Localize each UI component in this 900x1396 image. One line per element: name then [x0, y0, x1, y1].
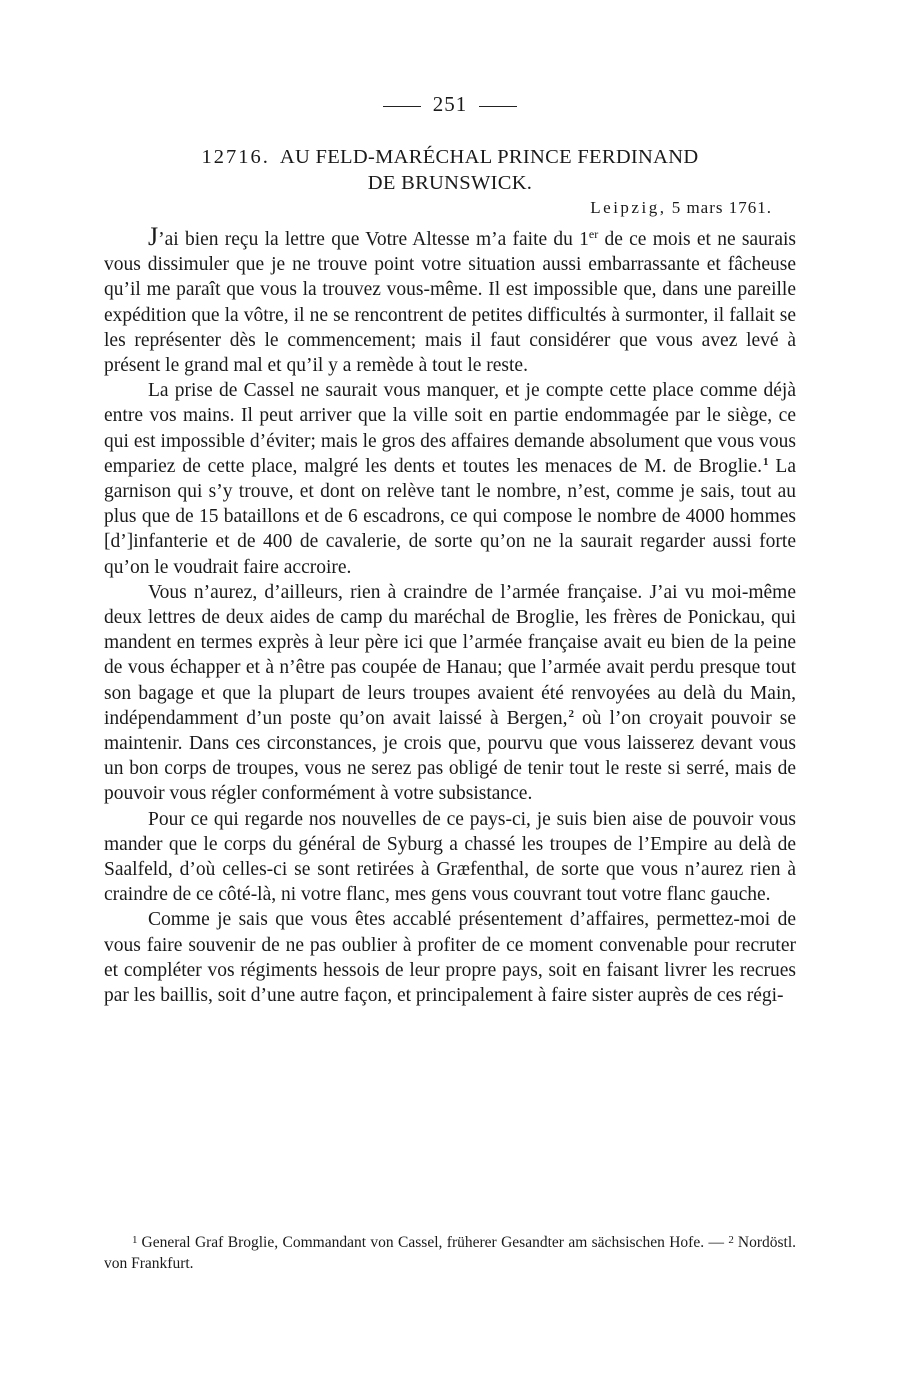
- footnote-1-text: General Graf Broglie, Commandant von Cassel, früherer Gesandter am sächsischen Hofe. —: [141, 1234, 724, 1251]
- footnote-mark-2: 2: [728, 1234, 734, 1246]
- paragraph-text: La garnison qui s’y trouve, et dont on relève tant le nombre, n’est, comme je sais, tout au plus que de 15 bataillons et de 6 escadrons, ce qui compose le nombre de 4000 hommes [d’]infanterie et de 400 de cavalerie, de sorte qu’on ne la saurait regarder aussi forte qu’on le voudrait faire accroire.: [104, 455, 796, 578]
- paragraph-4: [104, 807, 796, 908]
- paragraph-text: Comme je sais que vous êtes accablé présentement d’affaires, permettez-moi de vous faire souvenir de ne pas oublier à profiter de ce moment convenable pour recruter et compléter vos régiments hessois de leur propre pays, soit en faisant livrer les recrues par les baillis, soit d’une autre façon, et principalement à faire sister auprès de ces régi-: [104, 909, 796, 1007]
- paragraph-3: [104, 580, 796, 807]
- paragraph-text: de ce mois et ne saurais vous dissimuler que je ne trouve point votre situation aussi embarrassante et fâcheuse qu’il me paraît que vous la trouvez vous-même. Il est impossible que, dans une pareille expédition que la vôtre, il ne se rencontrent de petites difficultés à surmonter, il fallait se les représenter dès le commencement; mais il faut considérer que vous avez levé à présent le grand mal et qu’il y a remède à tout le reste.: [104, 229, 797, 377]
- paragraph-text: Pour ce qui regarde nos nouvelles de ce pays-ci, je suis bien aise de pouvoir vous mander que le corps du général de Syburg a chassé les troupes de l’Empire au delà de Saalfeld, d’où celles-ci se sont retirées à Græfenthal, de sorte que vous n’aurez rien à craindre de ce côté-là, ni votre flanc, mes gens vous couvrant tout votre flanc gauche.: [104, 808, 796, 906]
- footnote-line: [104, 1230, 796, 1274]
- paragraph-2: [104, 378, 796, 580]
- right-dash: [479, 106, 517, 107]
- superscript: er: [588, 227, 599, 241]
- footnotes: [104, 1230, 796, 1274]
- footnote-2-text: Nordöstl. von Frankfurt.: [104, 1234, 797, 1272]
- recipient-line-2: DE BRUNSWICK.: [367, 172, 533, 194]
- dateline-date: 5 mars 1761.: [671, 198, 772, 217]
- footnote-ref-1: 1: [763, 455, 769, 468]
- left-dash: [383, 106, 421, 107]
- initial-letter: J: [148, 222, 159, 251]
- dateline-place: Leipzig,: [590, 198, 667, 217]
- paragraph-text: Vous n’aurez, d’ailleurs, rien à craindre de l’armée française. J’ai vu moi-même deux lettres de deux aides de camp du maréchal de Broglie, les frères de Ponickau, qui mandent en termes exprès à leur père ici que l’armée française avait eu bien de la peine de vous échapper et à n’être pas coupée de Hanau; que l’armée avait perdu presque tout son bagage et que la plupart de leurs troupes avaient été renvoyées au delà du Main, indépendamment d’un poste qu’on avait laissé à Bergen,: [104, 581, 796, 729]
- paragraph-text: La prise de Cassel ne saurait vous manquer, et je compte cette place comme déjà entre vos mains. Il peut arriver que la ville soit en partie endommagée par le siège, ce qui est impossible d’éviter; mais le gros des affaires demande absolument que vous vous empariez de cette place, malgré les dents et toutes les menaces de M. de Broglie.: [104, 380, 796, 477]
- letter-body: [104, 224, 796, 1008]
- paragraph-text: ’ai bien reçu la lettre que Votre Altesse m’a faite du 1: [158, 229, 589, 250]
- paragraph-text: où l’on croyait pouvoir se maintenir. Dans ces circonstances, je crois que, pourvu que vous laisserez devant vous un bon corps de troupes, vous ne serez pas obligé de tenir tout le reste si serré, mais de pouvoir vous régler conformément à votre subsistance.: [104, 707, 796, 805]
- footnote-ref-2: 2: [568, 707, 574, 720]
- page-number-line: [0, 92, 900, 117]
- letter-heading: [104, 144, 796, 196]
- letter-number: 12716.: [201, 146, 270, 168]
- dateline: [590, 198, 772, 218]
- recipient-line-1: AU FELD-MARÉCHAL PRINCE FERDINAND: [279, 146, 699, 168]
- paragraph-5: [104, 907, 796, 1008]
- page-number: 251: [432, 92, 468, 116]
- footnote-mark-1: 1: [132, 1234, 138, 1246]
- paragraph-1: [104, 224, 796, 378]
- heading-line-1: [104, 144, 796, 170]
